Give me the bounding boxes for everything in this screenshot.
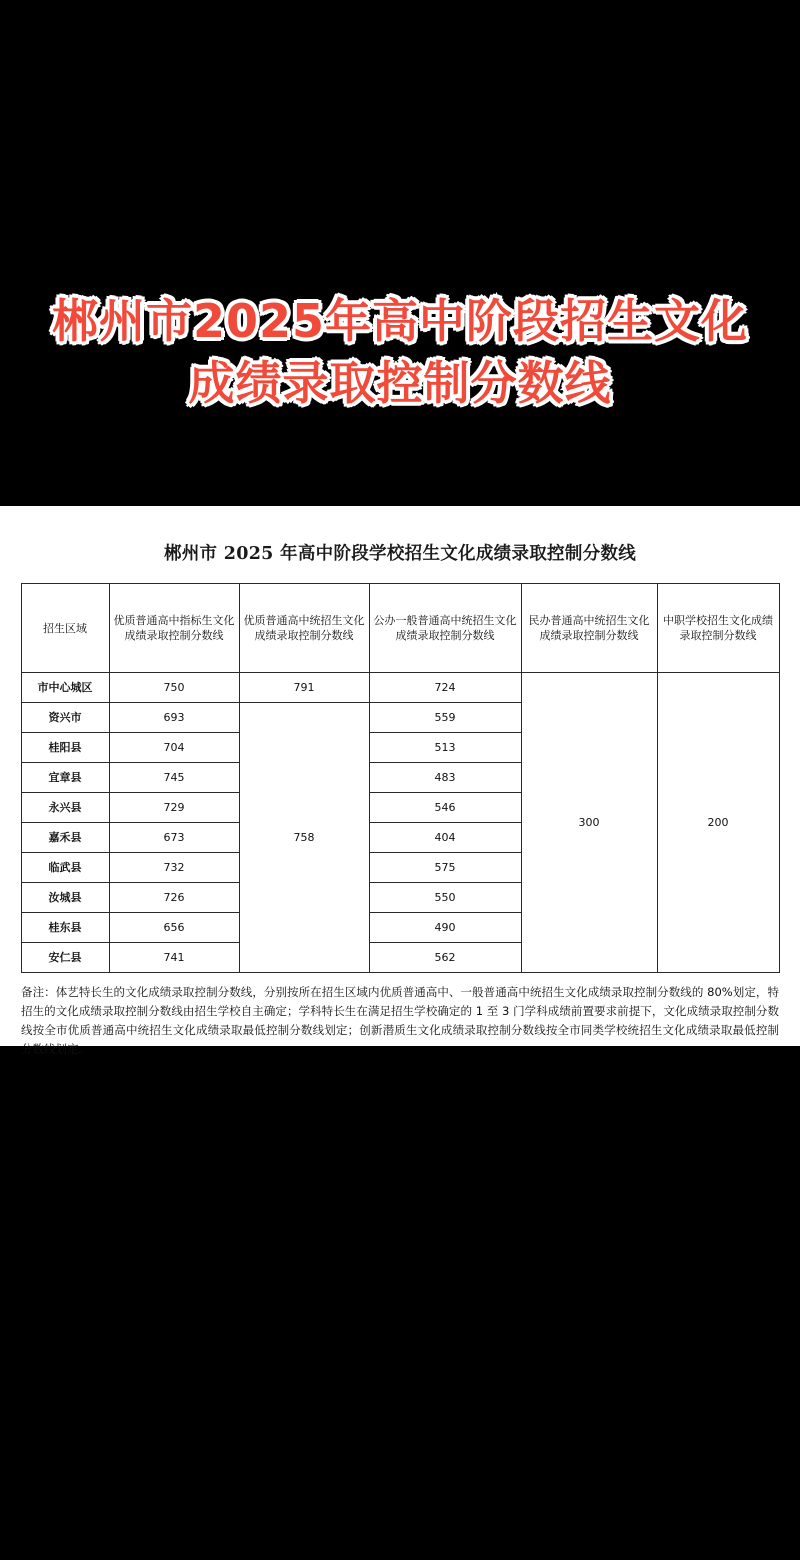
cell-public-general: 550 xyxy=(369,883,521,913)
cell-indicator: 726 xyxy=(109,883,239,913)
cell-indicator: 729 xyxy=(109,793,239,823)
cell-region: 桂阳县 xyxy=(21,733,109,763)
cell-public-general: 490 xyxy=(369,913,521,943)
headline xyxy=(0,290,800,414)
headline-line-1: 郴州市2025年高中阶段招生文化 xyxy=(51,294,749,348)
document-title: 郴州市 2025 年高中阶段学校招生文化成绩录取控制分数线 xyxy=(163,544,637,564)
cell-region: 桂东县 xyxy=(21,913,109,943)
cell-region: 安仁县 xyxy=(21,943,109,973)
table-header-row xyxy=(21,584,779,673)
cell-unified-merged: 758 xyxy=(239,703,369,973)
cell-region: 嘉禾县 xyxy=(21,823,109,853)
cell-private-general: 300 xyxy=(521,673,657,973)
cell-public-general: 575 xyxy=(369,853,521,883)
cell-region: 临武县 xyxy=(21,853,109,883)
cell-indicator: 745 xyxy=(109,763,239,793)
table-note: 备注：体艺特长生的文化成绩录取控制分数线，分别按所在招生区域内优质普通高中、一般普通高中统招生文化成绩录取控制分数线的 80%划定，特招生的文化成绩录取控制分数线由招生学校自主确定；学科特长生在满足招生学校确定的 1 至 3 门学科成绩前置要求前提下，文化成绩录取控制分数线按全市优质普通高中统招生文化成绩录取最低控制分数线划定；创新潜质生文化成绩录取控制分数线按全市同类学校统招生文化成绩录取最低控制分数线划定。 xyxy=(21,985,779,1056)
cell-public-general: 562 xyxy=(369,943,521,973)
document-card xyxy=(0,506,800,1056)
table-row xyxy=(21,673,779,703)
cell-unified: 791 xyxy=(239,673,369,703)
cell-public-general: 513 xyxy=(369,733,521,763)
column-header-vocational: 中职学校招生文化成绩录取控制分数线 xyxy=(657,584,779,673)
cell-region: 永兴县 xyxy=(21,793,109,823)
cell-region: 宜章县 xyxy=(21,763,109,793)
cell-public-general: 724 xyxy=(369,673,521,703)
cell-region: 资兴市 xyxy=(21,703,109,733)
cell-indicator: 693 xyxy=(109,703,239,733)
cell-vocational: 200 xyxy=(657,673,779,973)
cell-indicator: 704 xyxy=(109,733,239,763)
column-header-unified: 优质普通高中统招生文化成绩录取控制分数线 xyxy=(239,584,369,673)
cell-indicator: 656 xyxy=(109,913,239,943)
score-table xyxy=(21,583,780,973)
cell-indicator: 732 xyxy=(109,853,239,883)
column-header-indicator: 优质普通高中指标生文化成绩录取控制分数线 xyxy=(109,584,239,673)
cell-public-general: 483 xyxy=(369,763,521,793)
cell-public-general: 404 xyxy=(369,823,521,853)
cell-indicator: 750 xyxy=(109,673,239,703)
column-header-private-general: 民办普通高中统招生文化成绩录取控制分数线 xyxy=(521,584,657,673)
cell-region: 汝城县 xyxy=(21,883,109,913)
cell-public-general: 559 xyxy=(369,703,521,733)
cell-indicator: 741 xyxy=(109,943,239,973)
headline-line-2: 成绩录取控制分数线 xyxy=(188,356,612,410)
cell-region: 市中心城区 xyxy=(21,673,109,703)
cell-indicator: 673 xyxy=(109,823,239,853)
column-header-public-general: 公办一般普通高中统招生文化成绩录取控制分数线 xyxy=(369,584,521,673)
cell-public-general: 546 xyxy=(369,793,521,823)
column-header-region: 招生区域 xyxy=(21,584,109,673)
